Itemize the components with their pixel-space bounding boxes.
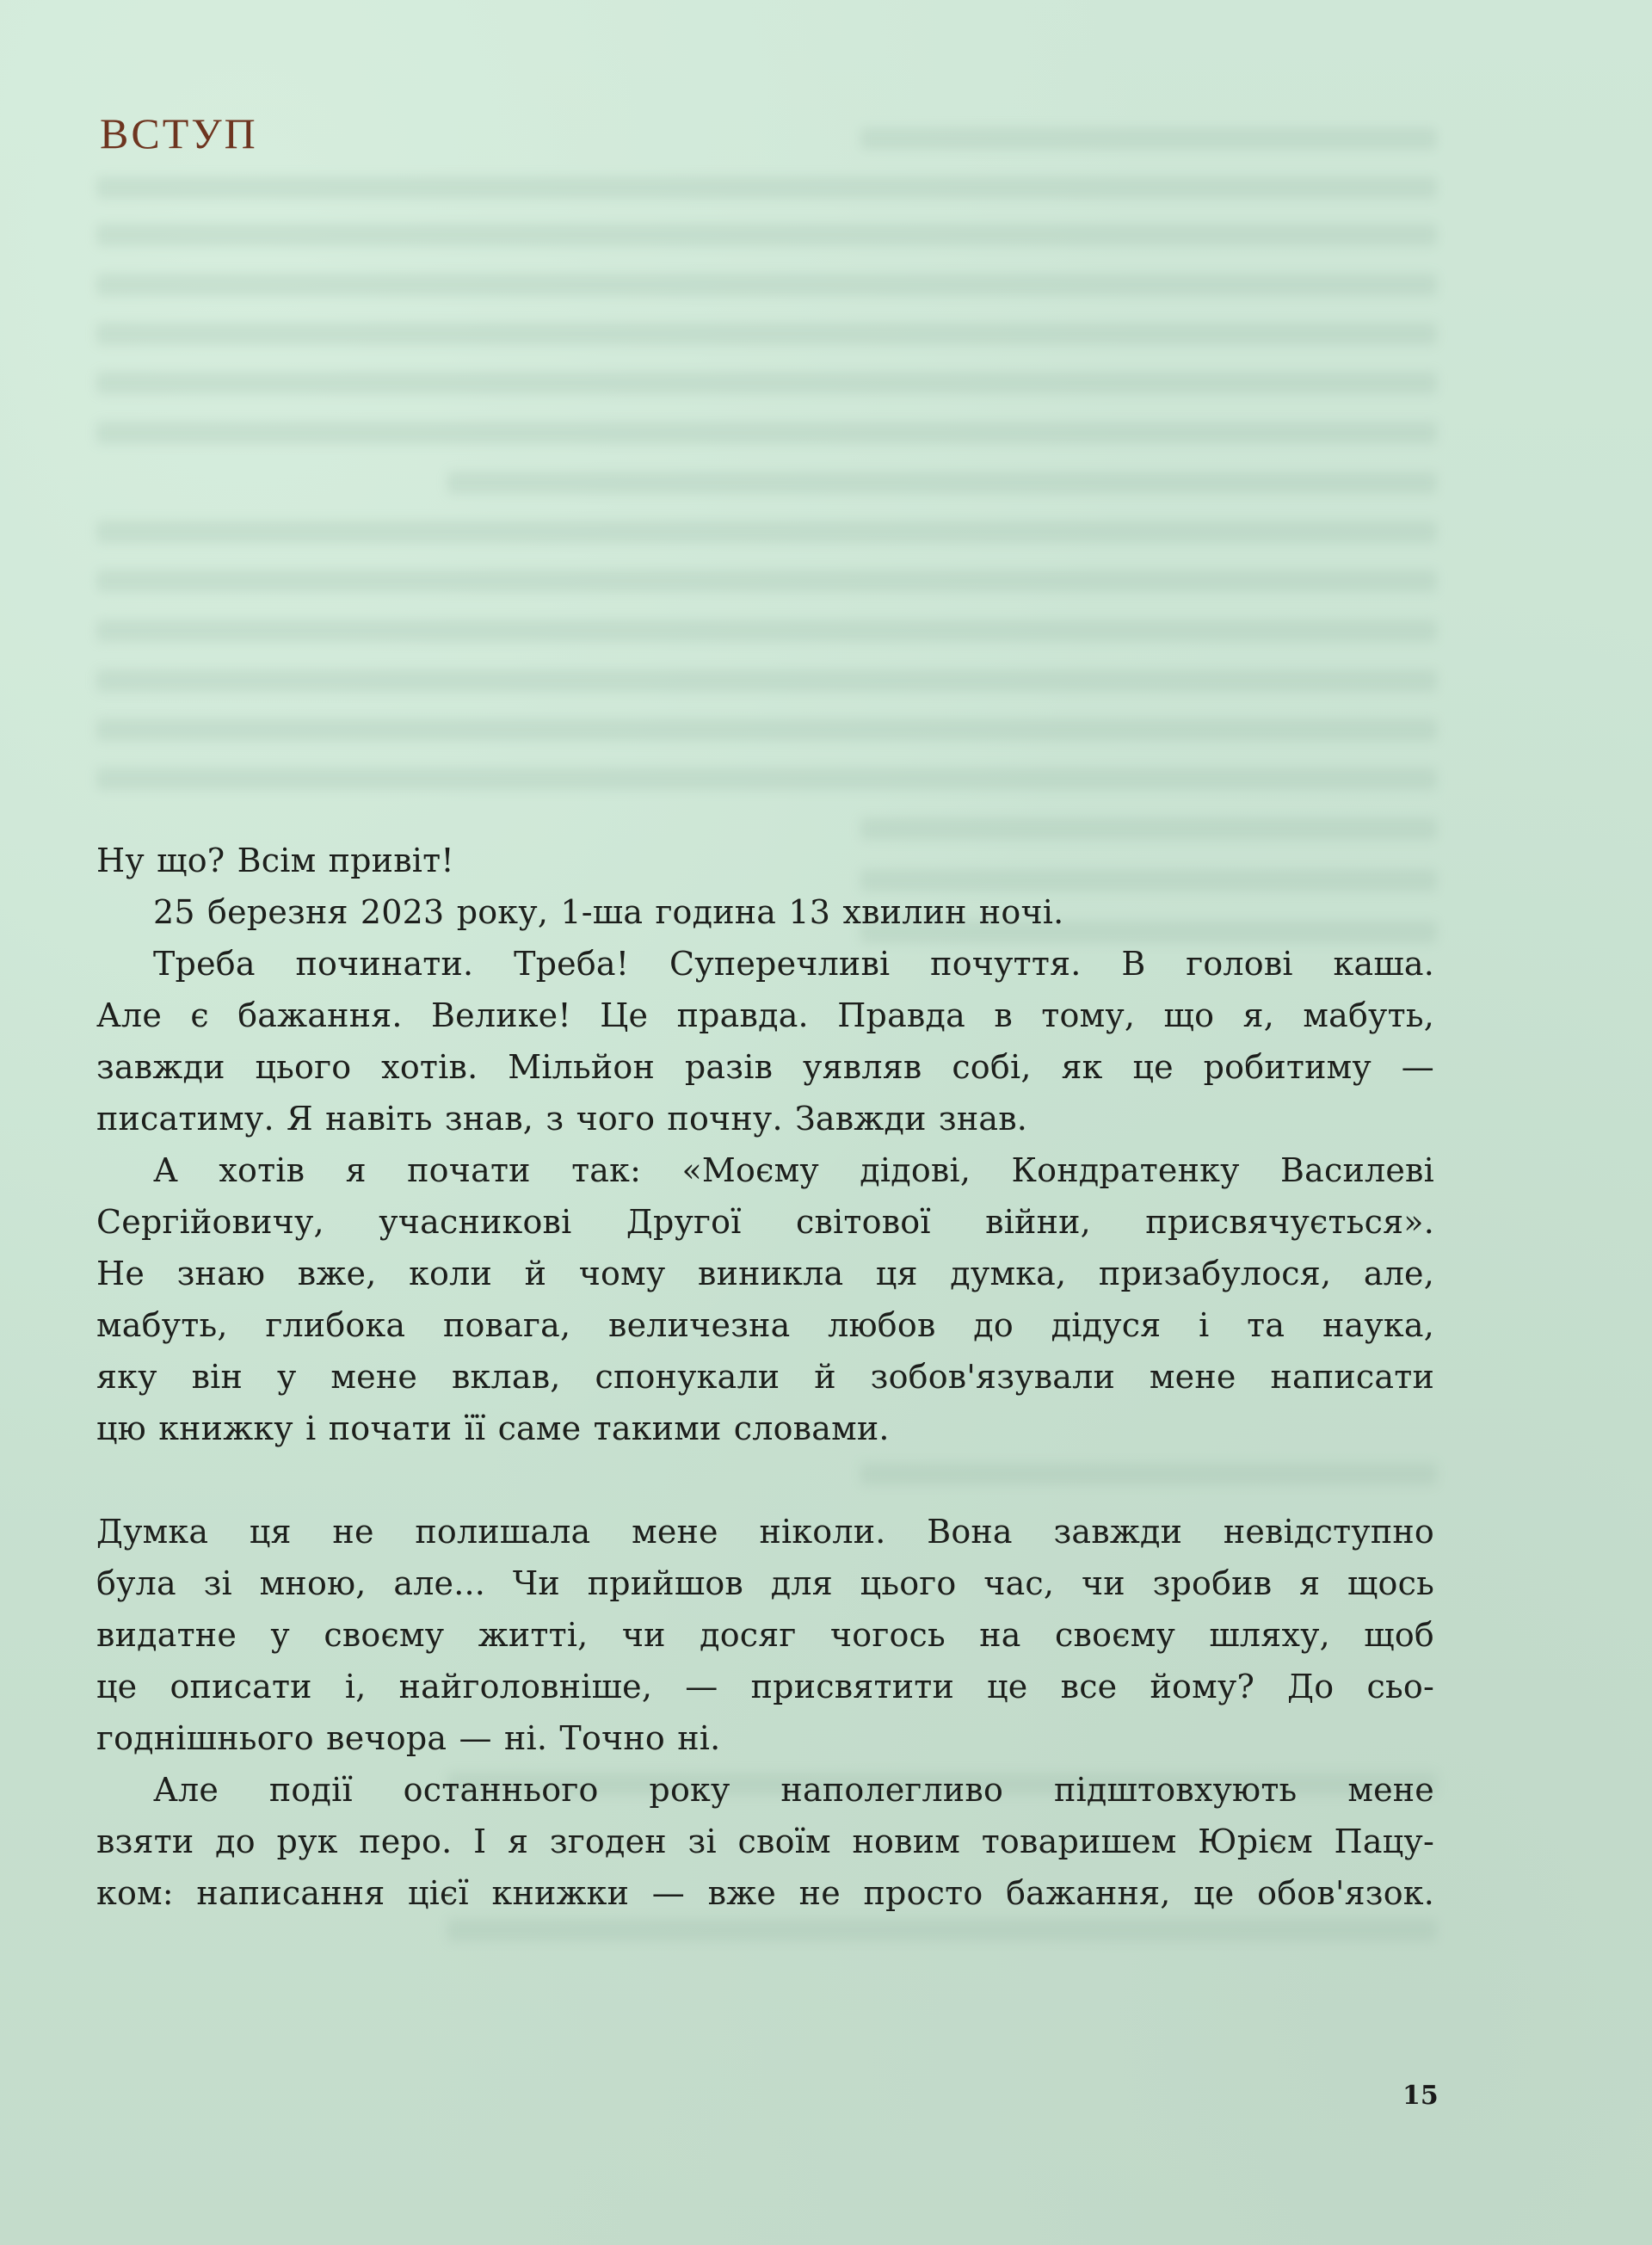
page-number: 15 <box>1402 2081 1439 2111</box>
text-line: Але є бажання. Велике! Це правда. Правда в тому, що я, мабуть, <box>96 996 1434 1034</box>
text-line: це описати і, найголовніше, — присвятити це все йому? До сьо- <box>96 1668 1434 1705</box>
text-line: Але події останнього року наполегливо підштовхують мене <box>153 1771 1434 1809</box>
text-line: видатне у своєму житті, чи досяг чогось на своєму шляху, щоб <box>96 1616 1434 1654</box>
text-line: Думка ця не полишала мене ніколи. Вона завжди невідступно <box>96 1513 1434 1551</box>
text-line: цю книжку і почати її саме такими словами. <box>96 1409 890 1447</box>
chapter-heading: ВСТУП <box>100 109 258 157</box>
text-line: Не знаю вже, коли й чому виникла ця думка, призабулося, але, <box>96 1255 1434 1292</box>
text-line: була зі мною, але... Чи прийшов для цього час, чи зробив я щось <box>96 1564 1434 1602</box>
text-line: годнішнього вечора — ні. Точно ні. <box>96 1719 721 1757</box>
text-line: взяти до рук перо. І я згоден зі своїм новим товаришем Юрієм Пацу- <box>96 1823 1434 1860</box>
text-line: завжди цього хотів. Мільйон разів уявляв собі, як це робитиму — <box>96 1048 1434 1086</box>
text-line: Сергійовичу, учасникові Другої світової війни, присвячується». <box>96 1203 1434 1241</box>
text-line: А хотів я почати так: «Моєму дідові, Кондратенку Василеві <box>153 1151 1434 1189</box>
text-line: Треба починати. Треба! Суперечливі почуття. В голові каша. <box>153 945 1434 983</box>
text-line: ком: написання цієї книжки — вже не просто бажання, це обов'язок. <box>96 1874 1434 1912</box>
text-line: писатиму. Я навіть знав, з чого почну. Завжди знав. <box>96 1100 1028 1138</box>
text-line: мабуть, глибока повага, величезна любов до дідуся і та наука, <box>96 1306 1434 1344</box>
text-line: Ну що? Всім привіт! <box>96 842 454 879</box>
text-line: яку він у мене вклав, спонукали й зобов'язували мене написати <box>96 1358 1434 1396</box>
text-line: 25 березня 2023 року, 1-ша година 13 хвилин ночі. <box>153 893 1064 931</box>
